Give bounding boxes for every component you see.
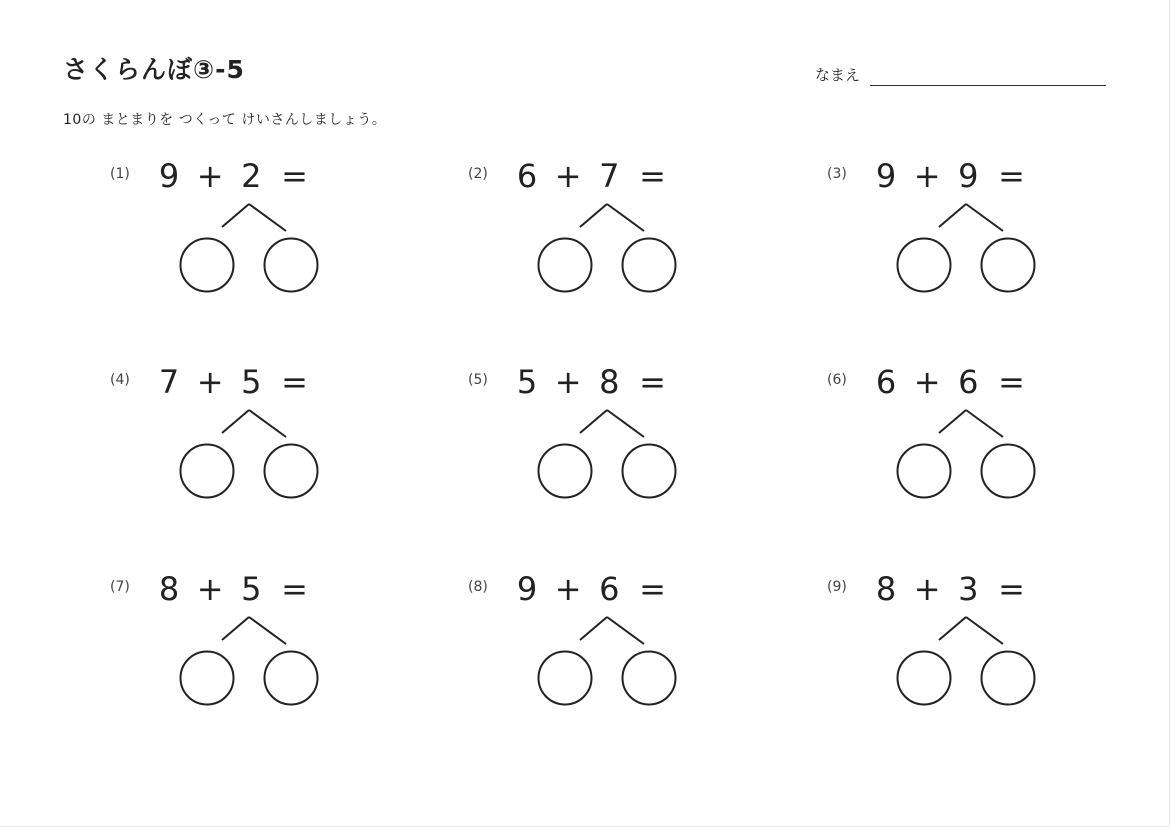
plus-sign: + bbox=[913, 363, 941, 401]
plus-sign: + bbox=[554, 363, 582, 401]
second-number: 6 bbox=[958, 363, 979, 401]
equals-sign: = bbox=[998, 157, 1025, 195]
worksheet-title: さくらんぼ③-5 bbox=[63, 55, 245, 84]
first-number: 6 bbox=[516, 157, 538, 195]
first-number: 8 bbox=[158, 570, 180, 608]
problem-9 bbox=[827, 569, 1127, 729]
second-number: 5 bbox=[241, 363, 262, 401]
second-number: 2 bbox=[241, 157, 262, 195]
answer-circle-right bbox=[982, 652, 1035, 705]
answer-circle-right bbox=[265, 652, 318, 705]
cherry-diagram bbox=[895, 182, 1040, 277]
answer-circle-left bbox=[181, 652, 234, 705]
answer-circle-left bbox=[181, 239, 234, 292]
first-number: 9 bbox=[875, 157, 897, 195]
problem-4 bbox=[110, 362, 410, 522]
plus-sign: + bbox=[913, 157, 941, 195]
name-field-line[interactable] bbox=[870, 85, 1106, 86]
cherry-diagram bbox=[178, 388, 323, 483]
problem-1 bbox=[110, 156, 410, 316]
plus-sign: + bbox=[196, 570, 224, 608]
second-number: 5 bbox=[241, 570, 262, 608]
second-number: 6 bbox=[599, 570, 620, 608]
first-number: 9 bbox=[516, 570, 538, 608]
problem-number: (5) bbox=[468, 372, 488, 388]
first-number: 5 bbox=[516, 363, 538, 401]
problem-number: (4) bbox=[110, 372, 130, 388]
answer-circle-right bbox=[265, 445, 318, 498]
equals-sign: = bbox=[639, 363, 666, 401]
problem-2 bbox=[468, 156, 768, 316]
problem-number: (3) bbox=[827, 166, 847, 182]
first-number: 9 bbox=[158, 157, 180, 195]
equals-sign: = bbox=[639, 157, 666, 195]
problem-number: (8) bbox=[468, 579, 488, 595]
answer-circle-left bbox=[539, 239, 592, 292]
cherry-diagram bbox=[895, 595, 1040, 690]
answer-circle-left bbox=[898, 445, 951, 498]
second-number: 3 bbox=[958, 570, 979, 608]
answer-circle-right bbox=[265, 239, 318, 292]
cherry-diagram bbox=[536, 595, 681, 690]
answer-circle-right bbox=[623, 445, 676, 498]
equals-sign: = bbox=[281, 157, 308, 195]
second-number: 8 bbox=[599, 363, 620, 401]
problem-3 bbox=[827, 156, 1127, 316]
problem-number: (1) bbox=[110, 166, 130, 182]
equals-sign: = bbox=[281, 570, 308, 608]
plus-sign: + bbox=[196, 157, 224, 195]
instruction-text: 10の まとまりを つくって けいさんしましょう。 bbox=[63, 112, 387, 128]
answer-circle-right bbox=[982, 445, 1035, 498]
answer-circle-left bbox=[181, 445, 234, 498]
problem-7 bbox=[110, 569, 410, 729]
second-number: 7 bbox=[599, 157, 620, 195]
cherry-diagram bbox=[536, 182, 681, 277]
plus-sign: + bbox=[196, 363, 224, 401]
answer-circle-left bbox=[898, 239, 951, 292]
plus-sign: + bbox=[913, 570, 941, 608]
plus-sign: + bbox=[554, 157, 582, 195]
equals-sign: = bbox=[639, 570, 666, 608]
answer-circle-left bbox=[539, 652, 592, 705]
problem-number: (6) bbox=[827, 372, 847, 388]
problem-5 bbox=[468, 362, 768, 522]
problem-number: (7) bbox=[110, 579, 130, 595]
first-number: 6 bbox=[875, 363, 897, 401]
first-number: 8 bbox=[875, 570, 897, 608]
name-label: なまえ bbox=[815, 66, 861, 84]
problem-number: (9) bbox=[827, 579, 847, 595]
cherry-diagram bbox=[536, 388, 681, 483]
equals-sign: = bbox=[998, 570, 1025, 608]
equals-sign: = bbox=[998, 363, 1025, 401]
answer-circle-left bbox=[539, 445, 592, 498]
cherry-diagram bbox=[178, 595, 323, 690]
first-number: 7 bbox=[158, 363, 180, 401]
problem-8 bbox=[468, 569, 768, 729]
cherry-diagram bbox=[178, 182, 323, 277]
answer-circle-right bbox=[623, 652, 676, 705]
plus-sign: + bbox=[554, 570, 582, 608]
answer-circle-right bbox=[623, 239, 676, 292]
cherry-diagram bbox=[895, 388, 1040, 483]
answer-circle-right bbox=[982, 239, 1035, 292]
equals-sign: = bbox=[281, 363, 308, 401]
problem-6 bbox=[827, 362, 1127, 522]
answer-circle-left bbox=[898, 652, 951, 705]
problem-number: (2) bbox=[468, 166, 488, 182]
second-number: 9 bbox=[958, 157, 979, 195]
